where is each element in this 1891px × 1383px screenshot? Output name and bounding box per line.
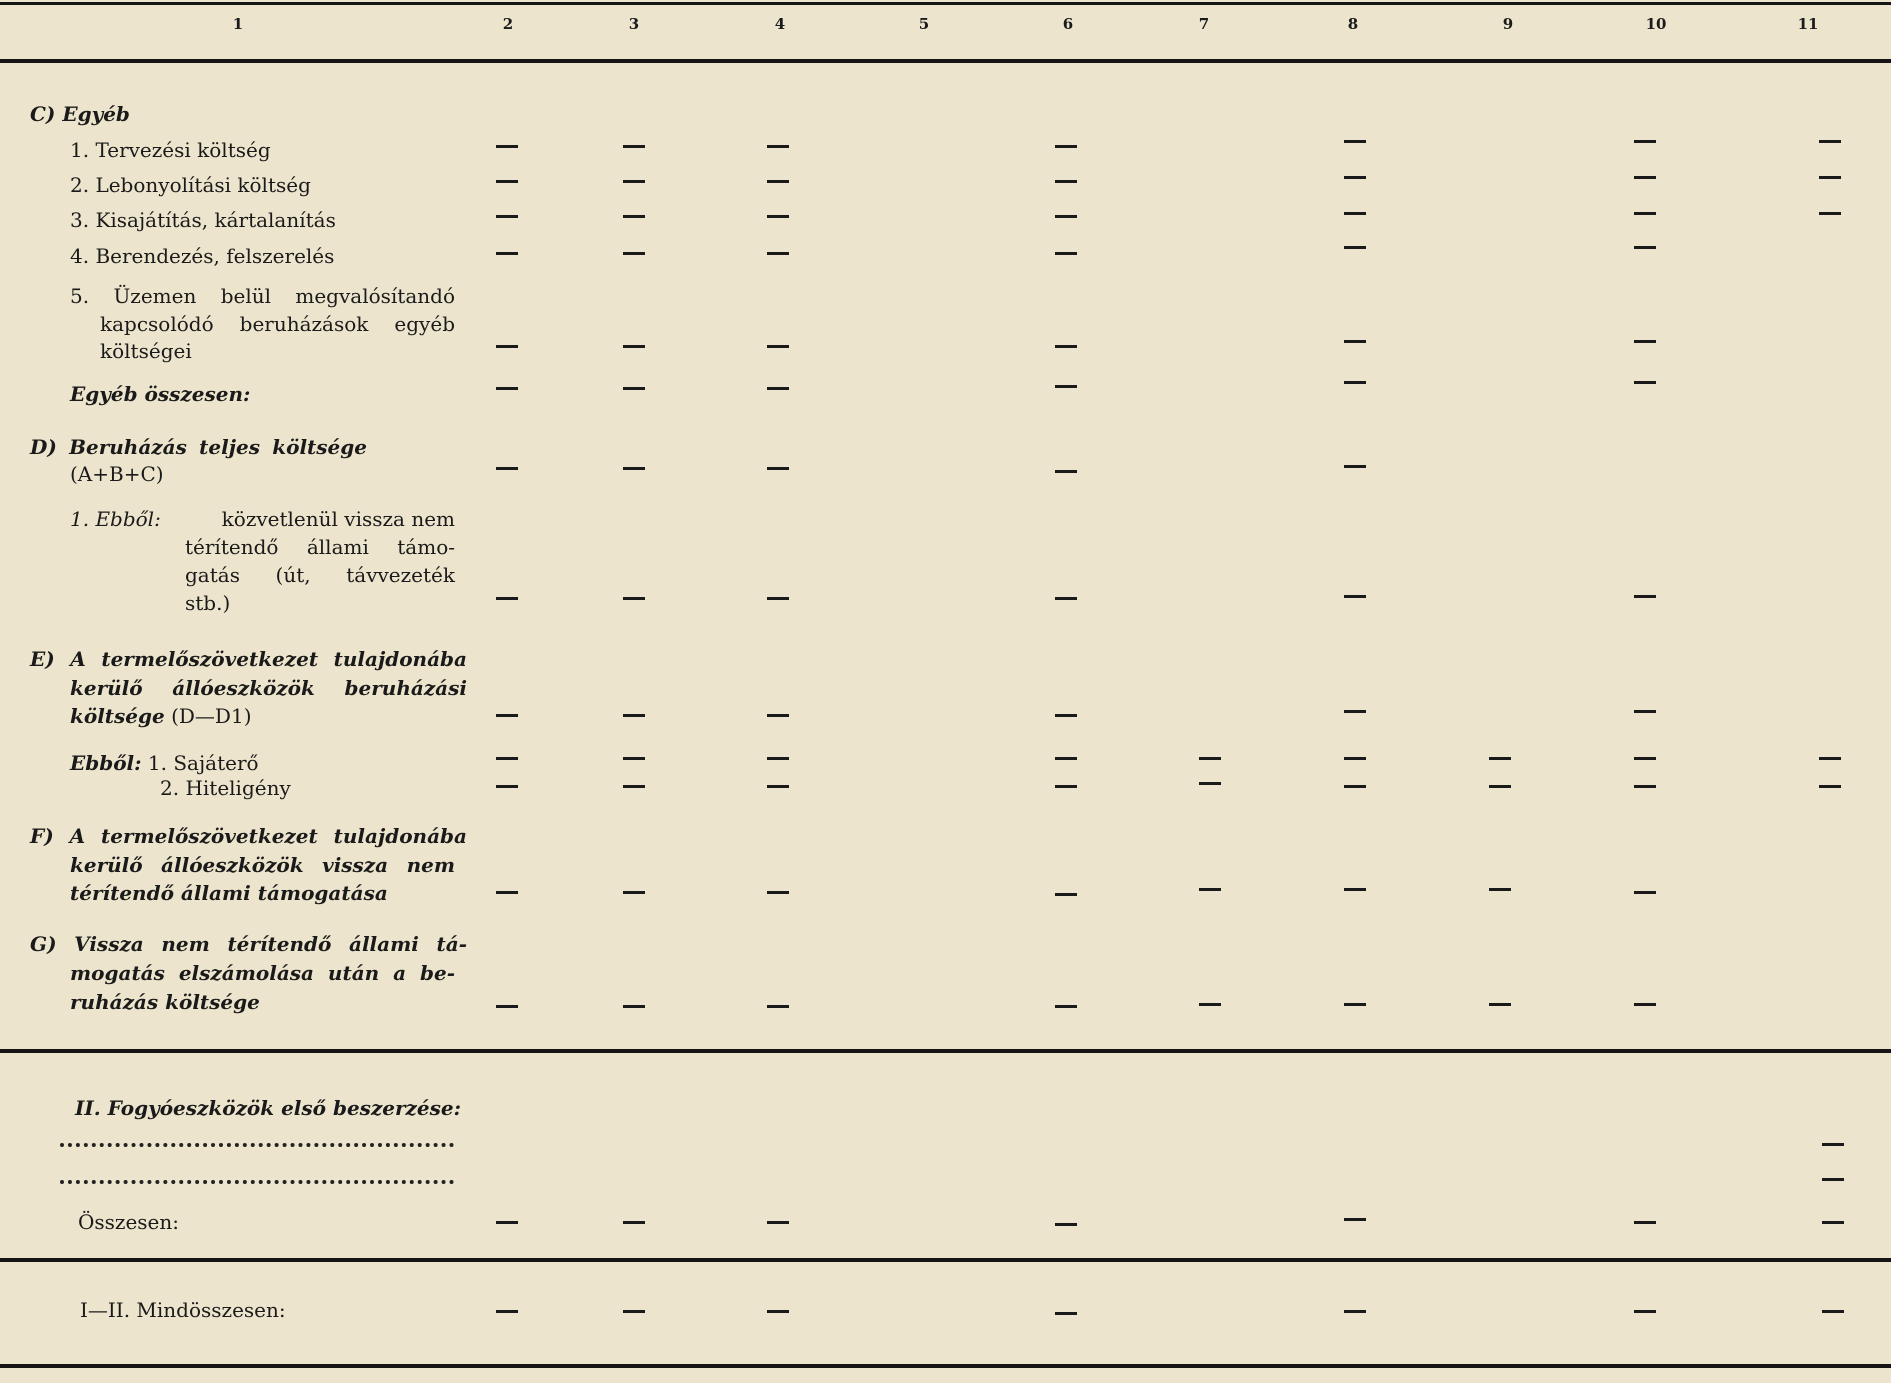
row-label: 4. Berendezés, felszerelés <box>70 244 335 268</box>
section-d-formula: (A+B+C) <box>70 462 164 486</box>
top-rule <box>0 2 1891 5</box>
section-f-title: kerülő állóeszközök vissza nem <box>70 853 455 877</box>
column-header: 1 <box>232 15 244 33</box>
empty-cell-dash <box>1634 381 1656 384</box>
grand-total-rule <box>0 1258 1891 1262</box>
empty-cell-dash <box>623 252 645 255</box>
empty-cell-dash <box>1634 340 1656 343</box>
empty-cell-dash <box>1199 782 1221 785</box>
row-label: gatás (út, távvezeték <box>185 563 455 587</box>
empty-cell-dash <box>496 1221 518 1224</box>
empty-cell-dash <box>1819 757 1841 760</box>
row-label: 1. Tervezési költség <box>70 138 271 162</box>
empty-cell-dash <box>623 597 645 600</box>
empty-cell-dash <box>623 387 645 390</box>
column-header: 4 <box>774 15 786 33</box>
empty-cell-dash <box>767 1005 789 1008</box>
empty-cell-dash <box>1055 180 1077 183</box>
row-label <box>70 509 455 529</box>
empty-cell-dash <box>1819 785 1841 788</box>
column-header: 6 <box>1062 15 1074 33</box>
section-g-title: ruházás költsége <box>70 990 260 1014</box>
row-label: térítendő állami támo- <box>185 535 455 559</box>
empty-cell-dash <box>767 785 789 788</box>
row-label-text: 1. Sajáterő <box>147 751 259 775</box>
empty-cell-dash <box>767 467 789 470</box>
empty-cell-dash <box>1634 710 1656 713</box>
empty-cell-dash <box>1344 140 1366 143</box>
empty-cell-dash <box>1344 176 1366 179</box>
empty-cell-dash <box>1199 888 1221 891</box>
empty-cell-dash <box>1822 1221 1844 1224</box>
empty-cell-dash <box>1634 1310 1656 1313</box>
section-ii-title: II. Fogyóeszközök első beszerzése: <box>75 1096 462 1120</box>
empty-cell-dash <box>767 252 789 255</box>
empty-cell-dash <box>1344 1218 1366 1221</box>
section-e-title <box>70 706 252 726</box>
empty-cell-dash <box>496 714 518 717</box>
empty-cell-dash <box>1055 345 1077 348</box>
empty-cell-dash <box>623 785 645 788</box>
empty-cell-dash <box>767 387 789 390</box>
empty-cell-dash <box>496 891 518 894</box>
empty-cell-dash <box>1634 595 1656 598</box>
empty-cell-dash <box>1489 785 1511 788</box>
empty-cell-dash <box>767 180 789 183</box>
empty-cell-dash <box>1634 757 1656 760</box>
empty-cell-dash <box>1055 1223 1077 1226</box>
empty-cell-dash <box>1344 246 1366 249</box>
empty-cell-dash <box>496 597 518 600</box>
empty-cell-dash <box>1344 710 1366 713</box>
column-header: 9 <box>1502 15 1514 33</box>
row-label-prefix: Ebből: <box>70 751 142 775</box>
empty-cell-dash <box>1055 215 1077 218</box>
empty-cell-dash <box>1055 1005 1077 1008</box>
column-header: 10 <box>1645 15 1667 33</box>
empty-cell-dash <box>767 597 789 600</box>
section-e-title: E) A termelőszövetkezet tulajdonába <box>30 647 467 671</box>
empty-cell-dash <box>1199 1003 1221 1006</box>
empty-cell-dash <box>1822 1143 1844 1146</box>
empty-cell-dash <box>623 215 645 218</box>
header-rule <box>0 59 1891 63</box>
row-label-text: közvetlenül vissza nem <box>221 507 455 531</box>
empty-cell-dash <box>1055 785 1077 788</box>
empty-cell-dash <box>1489 1003 1511 1006</box>
empty-cell-dash <box>1344 595 1366 598</box>
empty-cell-dash <box>1344 1003 1366 1006</box>
empty-cell-dash <box>1634 176 1656 179</box>
row-label: kapcsolódó beruházások egyéb <box>100 312 455 336</box>
row-label: stb.) <box>185 591 231 615</box>
section-f-title: F) A termelőszövetkezet tulajdonába <box>30 824 467 848</box>
empty-cell-dash <box>1819 212 1841 215</box>
empty-cell-dash <box>623 145 645 148</box>
column-header: 2 <box>502 15 514 33</box>
column-header: 8 <box>1347 15 1359 33</box>
empty-cell-dash <box>496 215 518 218</box>
empty-cell-dash <box>623 467 645 470</box>
empty-cell-dash <box>1634 1221 1656 1224</box>
row-label: 2. Hiteligény <box>160 776 291 800</box>
empty-cell-dash <box>1822 1310 1844 1313</box>
empty-cell-dash <box>1055 470 1077 473</box>
empty-cell-dash <box>1344 212 1366 215</box>
section-e-title: kerülő állóeszközök beruházási <box>70 676 467 700</box>
empty-cell-dash <box>767 1310 789 1313</box>
empty-cell-dash <box>623 891 645 894</box>
empty-cell-dash <box>1819 140 1841 143</box>
total-label: Összesen: <box>78 1210 180 1234</box>
empty-cell-dash <box>623 345 645 348</box>
empty-cell-dash <box>1055 714 1077 717</box>
empty-cell-dash <box>1344 381 1366 384</box>
empty-cell-dash <box>1055 145 1077 148</box>
section-g-title: G) Vissza nem térítendő állami tá- <box>30 932 467 956</box>
empty-cell-dash <box>1344 340 1366 343</box>
empty-cell-dash <box>623 1310 645 1313</box>
empty-cell-dash <box>1489 757 1511 760</box>
subtotal-label: Egyéb összesen: <box>70 382 251 406</box>
empty-cell-dash <box>767 145 789 148</box>
empty-cell-dash <box>1822 1178 1844 1181</box>
empty-cell-dash <box>496 467 518 470</box>
blank-entry-line <box>60 1143 454 1147</box>
row-label-prefix: 1. Ebből: <box>70 507 161 531</box>
blank-entry-line <box>60 1180 454 1184</box>
empty-cell-dash <box>1489 888 1511 891</box>
empty-cell-dash <box>496 1310 518 1313</box>
section-e-formula: (D—D1) <box>171 704 252 728</box>
empty-cell-dash <box>1634 140 1656 143</box>
empty-cell-dash <box>623 1005 645 1008</box>
empty-cell-dash <box>1055 757 1077 760</box>
empty-cell-dash <box>623 757 645 760</box>
row-label: költségei <box>100 339 192 363</box>
section-e-title-end: költsége <box>70 704 165 728</box>
empty-cell-dash <box>1055 252 1077 255</box>
empty-cell-dash <box>1634 1003 1656 1006</box>
empty-cell-dash <box>496 757 518 760</box>
empty-cell-dash <box>1055 385 1077 388</box>
empty-cell-dash <box>623 180 645 183</box>
empty-cell-dash <box>496 252 518 255</box>
section-ii-rule <box>0 1049 1891 1053</box>
empty-cell-dash <box>496 180 518 183</box>
empty-cell-dash <box>623 714 645 717</box>
section-c-title: C) Egyéb <box>30 102 130 126</box>
row-label: 2. Lebonyolítási költség <box>70 173 311 197</box>
bottom-rule <box>0 1364 1891 1368</box>
grand-total-label: I—II. Mindösszesen: <box>80 1298 286 1322</box>
section-g-title: mogatás elszámolása után a be- <box>70 961 455 985</box>
empty-cell-dash <box>1344 785 1366 788</box>
empty-cell-dash <box>1344 1310 1366 1313</box>
empty-cell-dash <box>1634 785 1656 788</box>
empty-cell-dash <box>496 345 518 348</box>
empty-cell-dash <box>496 387 518 390</box>
empty-cell-dash <box>1634 246 1656 249</box>
empty-cell-dash <box>1199 757 1221 760</box>
column-header: 3 <box>628 15 640 33</box>
empty-cell-dash <box>767 891 789 894</box>
empty-cell-dash <box>1634 891 1656 894</box>
row-label: 3. Kisajátítás, kártalanítás <box>70 208 336 232</box>
column-header: 5 <box>918 15 930 33</box>
row-label: 5. Üzemen belül megvalósítandó <box>70 284 455 308</box>
empty-cell-dash <box>1819 176 1841 179</box>
empty-cell-dash <box>1055 893 1077 896</box>
empty-cell-dash <box>767 714 789 717</box>
empty-cell-dash <box>496 145 518 148</box>
empty-cell-dash <box>496 785 518 788</box>
empty-cell-dash <box>767 215 789 218</box>
empty-cell-dash <box>767 345 789 348</box>
row-label <box>70 753 259 773</box>
empty-cell-dash <box>1344 757 1366 760</box>
empty-cell-dash <box>1055 597 1077 600</box>
empty-cell-dash <box>1344 888 1366 891</box>
empty-cell-dash <box>767 757 789 760</box>
empty-cell-dash <box>623 1221 645 1224</box>
column-header: 11 <box>1797 15 1819 33</box>
column-header: 7 <box>1198 15 1210 33</box>
empty-cell-dash <box>767 1221 789 1224</box>
section-f-title: térítendő állami támogatása <box>70 881 388 905</box>
empty-cell-dash <box>1055 1312 1077 1315</box>
empty-cell-dash <box>1344 465 1366 468</box>
empty-cell-dash <box>1634 212 1656 215</box>
section-d-title: D) Beruházás teljes költsége <box>30 435 367 459</box>
empty-cell-dash <box>496 1005 518 1008</box>
